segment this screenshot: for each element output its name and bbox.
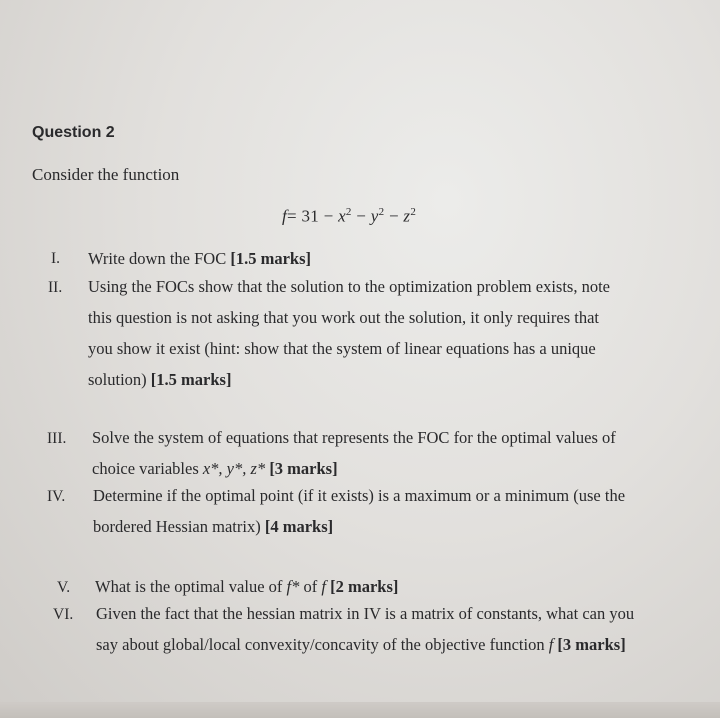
question-heading: Question 2: [32, 124, 115, 141]
item-2-text: Using the FOCs show that the solution to the optimization problem exists, note this question is not asking that you work out the solution, it only requires that you show it exist (hint: show that the system of linear equations has a unique solution) [1.5 marks]: [88, 277, 611, 389]
item-6-text: Given the fact that the hessian matrix in IV is a matrix of constants, what can you say about global/local convexity/concavity of the objective function f [3 marks]: [96, 604, 635, 654]
item-numeral-4: IV.: [47, 488, 66, 505]
item-numeral-2: II.: [48, 279, 63, 296]
page-bottom-edge: [0, 702, 720, 718]
item-4-marks: [4 marks]: [264, 517, 334, 536]
item-3-marks: [3 marks]: [269, 459, 338, 478]
question-intro: Consider the function: [32, 165, 180, 184]
item-3-text: Solve the system of equations that represents the FOC for the optimal values of choice variables x*, y*, z* [3 marks]: [92, 428, 616, 478]
item-numeral-1: I.: [51, 250, 61, 267]
function-formula: $f= 31 - x^2 - y^2 - z^2$: [282, 206, 417, 226]
item-4-text: Determine if the optimal point (if it exists) is a maximum or a minimum (use the bordered Hessian matrix) [4 marks]: [93, 486, 626, 536]
item-5-text: What is the optimal value of f* of f [2 marks]: [95, 577, 399, 596]
item-1-text: Write down the FOC [1.5 marks]: [88, 249, 311, 268]
item-1-marks: [1.5 marks]: [230, 249, 311, 268]
item-numeral-3: III.: [47, 430, 67, 447]
item-2-marks: [1.5 marks]: [150, 370, 232, 389]
item-5-marks: [2 marks]: [330, 577, 399, 596]
item-6-marks: [3 marks]: [557, 635, 626, 654]
item-numeral-6: VI.: [53, 606, 74, 623]
item-numeral-5: V.: [57, 579, 71, 596]
